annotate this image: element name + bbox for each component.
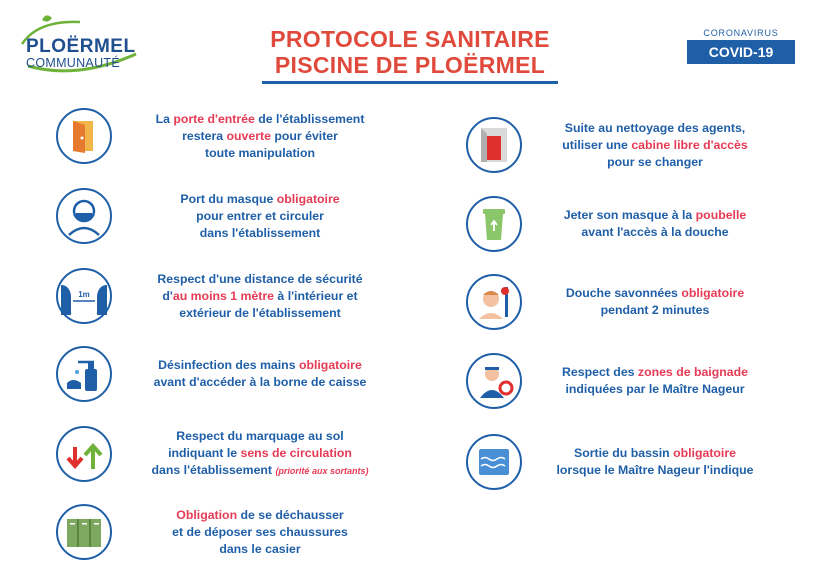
rule-line xyxy=(535,120,775,137)
rule-line xyxy=(135,225,385,242)
rule-line xyxy=(135,305,385,322)
rule-line xyxy=(535,154,775,171)
rule-segment: restera xyxy=(182,128,227,143)
rule-segment: indiquant le xyxy=(168,446,241,460)
lifeguard-icon xyxy=(465,352,523,410)
rule-line xyxy=(535,445,775,462)
rule-text xyxy=(135,503,385,561)
rule-line xyxy=(135,428,385,445)
rule-segment: Respect d'une distance de sécurité xyxy=(157,271,363,286)
rule-line xyxy=(535,364,775,381)
rule-line xyxy=(135,111,385,128)
rule-segment: Respect des xyxy=(562,365,638,379)
rule-segment: Douche savonnées xyxy=(565,286,682,300)
title-underline xyxy=(262,81,558,84)
rule-segment: utiliser une xyxy=(562,137,632,152)
distance-icon xyxy=(55,267,113,325)
logo xyxy=(18,14,143,76)
rule-text xyxy=(135,267,385,325)
rule-segment: et de déposer ses chaussures xyxy=(172,524,348,539)
rule-segment: d' xyxy=(162,288,173,303)
rule-text xyxy=(535,352,775,410)
rule-highlight: obligatoire xyxy=(681,286,745,300)
rule-text xyxy=(535,195,775,253)
rule-highlight: ouverte xyxy=(226,128,271,143)
rule-line xyxy=(135,462,385,480)
rule-text xyxy=(535,273,775,331)
lockers-icon xyxy=(55,503,113,561)
badge-kicker: CORONAVIRUS xyxy=(703,28,779,38)
rule-highlight: sens de circulation xyxy=(240,446,352,460)
rule-text xyxy=(535,433,775,491)
rule-line xyxy=(135,507,385,524)
rule-segment: dans le casier xyxy=(219,541,301,556)
rule-highlight: porte d'entrée xyxy=(173,111,255,126)
title-line1: PROTOCOLE SANITAIRE xyxy=(270,26,550,52)
pool-icon xyxy=(465,433,523,491)
rule-line xyxy=(135,145,385,162)
rule-segment: La xyxy=(155,111,174,126)
rule-highlight: obligatoire xyxy=(298,358,362,372)
rule-text xyxy=(135,187,385,245)
rule-segment: avant d'accéder à la borne de caisse xyxy=(153,375,367,389)
shower-icon xyxy=(465,273,523,331)
rule-segment: extérieur de l'établissement xyxy=(179,305,341,320)
rule-line xyxy=(535,224,775,241)
rule-line xyxy=(535,285,775,302)
badge-label: COVID-19 xyxy=(687,40,795,64)
rule-line xyxy=(135,128,385,145)
rule-highlight: zones de baignade xyxy=(637,365,748,379)
rule-line xyxy=(135,357,385,374)
rule-line xyxy=(135,374,385,391)
covid-badge xyxy=(687,28,795,64)
rule-line xyxy=(135,288,385,305)
hand-sanitizer-icon xyxy=(55,345,113,403)
rule-line xyxy=(135,445,385,462)
rule-highlight: obligatoire xyxy=(276,191,340,206)
rule-highlight: obligatoire xyxy=(673,446,736,460)
rule-line xyxy=(135,271,385,288)
rule-line xyxy=(535,207,775,224)
rule-line xyxy=(535,462,775,479)
rule-segment: lorsque le Maître Nageur l'indique xyxy=(556,463,754,477)
rule-line xyxy=(535,137,775,154)
rule-line xyxy=(135,524,385,541)
rule-segment: à l'intérieur et xyxy=(274,288,358,303)
distance-label: 1m xyxy=(78,290,90,299)
rule-highlight: au moins 1 mètre xyxy=(172,288,275,303)
rule-text xyxy=(135,107,385,165)
rule-text xyxy=(135,345,385,403)
rule-line xyxy=(535,381,775,398)
rule-segment: pendant 2 minutes xyxy=(600,303,710,317)
rule-segment: de se déchausser xyxy=(237,507,344,522)
rule-segment: dans l'établissement xyxy=(199,225,321,240)
rule-segment: Port du masque xyxy=(180,191,277,206)
changing-cabin-icon xyxy=(465,116,523,174)
title-line2: PISCINE DE PLOËRMEL xyxy=(274,52,546,78)
rule-segment: indiquées par le Maître Nageur xyxy=(565,382,745,396)
rule-line xyxy=(135,208,385,225)
door-icon xyxy=(55,107,113,165)
rule-segment: Désinfection des mains xyxy=(158,358,299,372)
rule-segment: avant l'accès à la douche xyxy=(581,225,729,239)
rule-segment: pour entrer et circuler xyxy=(196,208,324,223)
page-title xyxy=(250,26,570,84)
rule-line xyxy=(535,302,775,319)
rule-segment: Suite au nettoyage des agents, xyxy=(564,120,746,135)
rule-segment: de l'établissement xyxy=(254,111,365,126)
trash-bin-icon xyxy=(465,195,523,253)
arrows-icon xyxy=(55,425,113,483)
rule-segment: toute manipulation xyxy=(205,145,315,160)
rule-line xyxy=(135,191,385,208)
rule-line xyxy=(135,541,385,558)
rule-segment: dans l'établissement xyxy=(151,463,276,477)
rule-note: (priorité aux sortants) xyxy=(275,466,369,476)
rule-segment: pour se changer xyxy=(607,154,703,169)
rule-segment: Jeter son masque à la xyxy=(563,208,696,222)
rule-highlight: cabine libre d'accès xyxy=(631,137,748,152)
rule-highlight: poubelle xyxy=(695,208,747,222)
rule-segment: pour éviter xyxy=(270,128,338,143)
logo-line1: PLOËRMEL xyxy=(26,36,136,57)
mask-icon xyxy=(55,187,113,245)
logo-line2: COMMUNAUTÉ xyxy=(26,56,120,70)
rule-segment: Respect du marquage au sol xyxy=(176,429,344,443)
rule-highlight: Obligation xyxy=(176,507,238,522)
rule-text xyxy=(535,116,775,174)
rule-text xyxy=(135,425,385,483)
rule-segment: Sortie du bassin xyxy=(574,446,674,460)
